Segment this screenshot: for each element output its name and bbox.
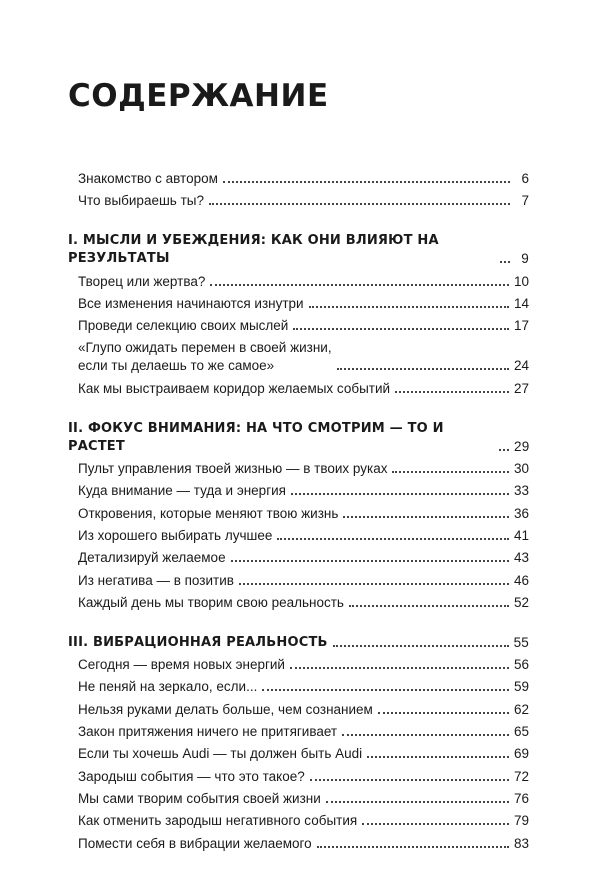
toc-entry-page: 46 [513,572,529,588]
toc-part-heading[interactable] [68,634,529,652]
dot-leader [326,801,509,803]
dot-leader [291,493,509,495]
dot-leader [378,712,509,714]
dot-leader [317,846,509,848]
toc-entry-page: 76 [513,790,529,806]
toc-entry-label: Из негатива — в позитив [78,572,234,588]
toc-entry-label: Творец или жертва? [78,273,206,289]
dot-leader [349,605,509,607]
table-of-contents [68,170,529,875]
toc-entry-page: 72 [513,768,529,784]
toc-entry-label: Зародыш события — что это такое? [78,768,305,784]
dot-leader [395,391,509,393]
toc-part-title: II. ФОКУС ВНИМАНИЯ: НА ЧТО СМОТРИМ — ТО И РАСТЕТ [68,420,444,454]
toc-entry-label: Детализируй желаемое [78,550,226,566]
page-title: СОДЕРЖАНИЕ [68,78,329,114]
dot-leader [310,779,509,781]
toc-entry-page: 41 [513,527,529,543]
toc-entry[interactable] [68,339,529,375]
toc-entry[interactable] [68,745,529,763]
dot-leader [333,645,509,647]
dot-leader [209,203,510,205]
toc-entry[interactable] [68,527,529,545]
toc-entry-page: 14 [513,295,529,311]
dot-leader [337,368,509,370]
toc-entry[interactable] [68,295,529,313]
toc-entry-page: 69 [513,746,529,762]
toc-entry-page: 24 [513,358,529,374]
dot-leader [239,583,509,585]
dot-leader [392,471,509,473]
dot-leader [362,823,509,825]
toc-entry[interactable] [68,549,529,567]
toc-part-page: 9 [521,251,529,267]
toc-entry[interactable] [68,460,529,478]
toc-entry[interactable] [68,790,529,808]
toc-entry-label: Откровения, которые меняют твою жизнь [78,505,339,521]
dot-leader [223,181,510,183]
toc-entry-label: Если ты хочешь Audi — ты должен быть Audi [78,746,363,762]
toc-part-title: III. ВИБРАЦИОННАЯ РЕАЛЬНОСТЬ [68,634,328,650]
toc-entry-page: 36 [513,505,529,521]
toc-entry[interactable] [68,317,529,335]
toc-entry-label: Знакомство с автором [78,171,218,186]
toc-entry-label: Как отменить зародыш негативного события [78,813,358,829]
toc-entry[interactable] [68,572,529,590]
toc-entry[interactable] [68,273,529,291]
toc-entry-label: «Глупо ожидать перемен в своей жизни, если ты делаешь то же самое» [78,340,332,374]
toc-entry-page: 52 [513,594,529,610]
toc-part-2 [68,420,529,612]
toc-part-1 [68,232,529,397]
toc-entry-label: Проведи селекцию своих мыслей [78,318,289,334]
toc-entry-page: 7 [521,193,529,209]
toc-entry[interactable] [68,768,529,786]
dot-leader [343,516,509,518]
toc-entry-page: 43 [513,550,529,566]
dot-leader [277,538,509,540]
toc-entry[interactable] [68,192,529,210]
toc-entry-page: 10 [513,273,529,289]
toc-entry[interactable] [68,812,529,830]
dot-leader [262,689,509,691]
toc-entry-page: 27 [513,380,529,396]
toc-entry-label: Закон притяжения ничего не притягивает [78,724,338,740]
toc-entry-label: Сегодня — время новых энергий [78,657,285,673]
dot-leader [367,756,509,758]
toc-entry-label: Куда внимание — туда и энергия [78,483,286,499]
dot-leader [290,667,509,669]
toc-entry-label: Пульт управления твоей жизнью — в твоих руках [78,461,388,477]
toc-entry-page: 30 [513,461,529,477]
toc-entry[interactable] [68,723,529,741]
toc-entry-page: 62 [513,701,529,717]
toc-part-page: 55 [513,634,529,650]
toc-entry-page: 79 [513,813,529,829]
dot-leader [210,284,509,286]
dot-leader [499,449,509,451]
toc-part-page: 29 [513,438,530,454]
toc-entry[interactable] [68,678,529,696]
toc-entry-label: Как мы выстраиваем коридор желаемых событий [78,380,391,396]
toc-entry[interactable] [68,482,529,500]
toc-entry-page: 59 [513,679,529,695]
toc-entry-label: Все изменения начинаются изнутри [78,295,304,311]
toc-entry[interactable] [68,380,529,398]
toc-part-title: I. МЫСЛИ И УБЕЖДЕНИЯ: КАК ОНИ ВЛИЯЮТ НА РЕЗУЛЬТАТЫ [68,233,439,267]
toc-entry-page: 56 [513,657,529,673]
dot-leader [342,734,509,736]
toc-entry-label: Помести себя в вибрации желаемого [78,835,312,851]
toc-entry-page: 65 [513,724,529,740]
toc-entry[interactable] [68,594,529,612]
dot-leader [500,261,510,263]
toc-entry[interactable] [68,835,529,853]
toc-entry[interactable] [68,505,529,523]
toc-part-heading[interactable] [68,232,529,268]
toc-entry-page: 17 [513,318,529,334]
dot-leader [293,328,509,330]
toc-intro-group [68,170,529,210]
toc-entry-label: Что выбираешь ты? [78,193,204,209]
toc-entry-page: 83 [513,835,529,851]
toc-entry-label: Мы сами творим события своей жизни [78,790,321,806]
toc-entry-label: Нельзя руками делать больше, чем сознанием [78,701,373,717]
toc-entry-label: Из хорошего выбирать лучшее [78,527,273,543]
toc-entry-label: Каждый день мы творим свою реальность [78,594,344,610]
dot-leader [309,306,509,308]
toc-entry[interactable] [68,701,529,719]
dot-leader [231,560,509,562]
toc-entry-label: Не пеняй на зеркало, если... [78,679,258,695]
toc-entry-page: 33 [513,483,529,499]
toc-entry[interactable] [68,170,529,188]
toc-entry-page: 6 [521,171,529,186]
toc-part-heading[interactable] [68,420,529,456]
toc-entry[interactable] [68,656,529,674]
toc-part-3 [68,634,529,853]
